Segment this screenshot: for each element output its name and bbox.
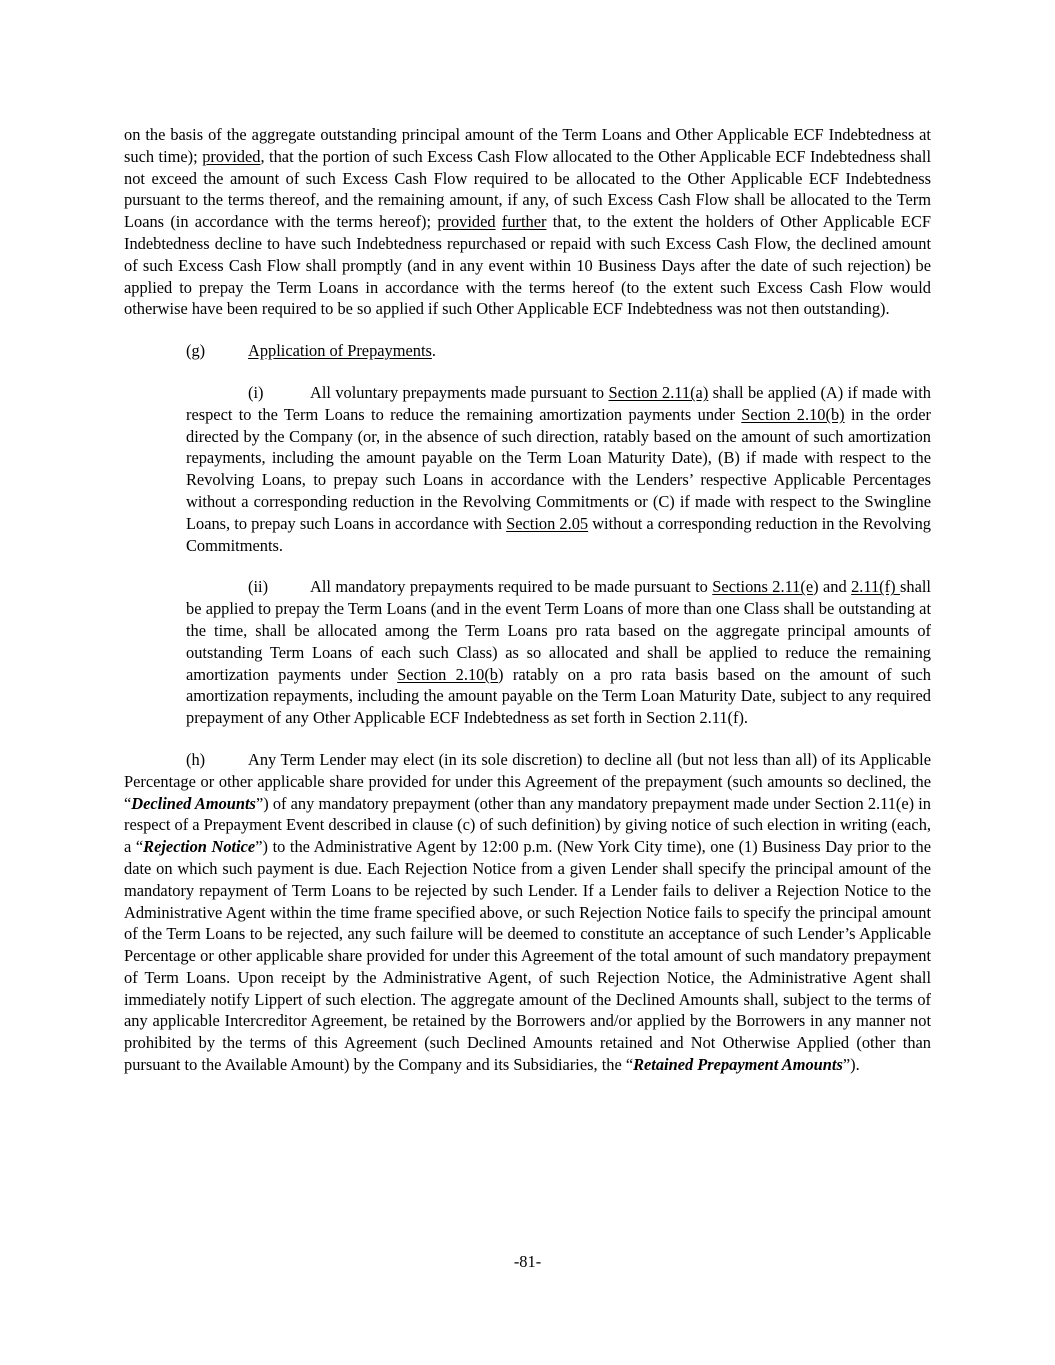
paragraph-text: ”) to the Administrative Agent by 12:00 p.m. (New York City time), one (1) Business Day prior to the date on which such payment is due. Each Rejection Notice from a given Lender shall specify the principal amount of the mandatory repayment of Term Loans to be rejected by such Lender. If a Lender fails to deliver a Rejection Notice to the Administrative Agent within the time frame specified above, or such Rejection Notice fails to specify the principal amount of the Term Loans to be rejected, any such failure will be deemed to constitute an acceptance of such Lender’s Applicable Percentage or other applicable share provided for under this Agreement of the total amount of such mandatory prepayment of Term Loans. Upon receipt by the Administrative Agent, of such Rejection Notice, the Administrative Agent shall immediately notify Lippert of such election. The aggregate amount of the Declined Amounts shall, subject to the terms of any applicable Intercreditor Agreement, be retained by the Borrowers and/or applied by the Borrowers in any manner not prohibited by the terms of this Agreement (such Declined Amounts retained and Not Otherwise Applied (other than pursuant to the Available Amount) by the Company and its Subsidiaries, the “ — [124, 837, 931, 1075]
item-ii-paragraph — [186, 576, 931, 729]
section-label: (h) — [186, 749, 206, 769]
section-reference: Section 2.10(b) — [741, 404, 845, 424]
further-term: further — [501, 212, 547, 232]
section-reference: Sections 2.11(e — [712, 577, 814, 597]
paragraph-text: shall be applied (A) if made with respect to the Term Loans to reduce the remaining amortization payments under — [186, 382, 931, 424]
paragraph-text: without a corresponding reduction in the Revolving Commitments. — [186, 513, 931, 555]
paragraph-text: , that the portion of such Excess Cash Flow allocated to the Other Applicable ECF Indebtedness shall not exceed the amount of such Excess Cash Flow required to be allocated to the Other Applicable ECF Indebtedness pursuant to the terms thereof, and the remaining amount, if any, of such Excess Cash Flow shall be allocated to the Term Loans (in accordance with the terms hereof); — [124, 146, 931, 232]
paragraph-text: Any Term Lender may elect (in its sole discretion) to decline all (but not less than all) of its Applicable Percentage or other applicable share provided for under this Agreement of the prepayment (such amounts so declined, the “ — [124, 749, 931, 813]
section-g-heading — [124, 340, 931, 362]
paragraph-text: ”) of any mandatory prepayment (other than any mandatory prepayment made under Section 2.11(e) in respect of a Prepayment Event described in clause (c) of such definition) by giving notice of such election in writing (each, a “ — [124, 793, 931, 857]
paragraph-text: All mandatory prepayments required to be made pursuant to — [310, 577, 713, 597]
paragraph-text: shall be applied to prepay the Term Loans (and in the event Term Loans of more than one Class shall be outstanding at the time, shall be allocated among the Term Loans pro rata based on the aggregate principal amounts of outstanding Term Loans of each such Class) as so allocated and shall be applied to reduce the remaining amortization payments under — [186, 577, 931, 684]
page-number: -81- — [513, 1252, 542, 1271]
paragraph-text: that, to the extent the holders of Other Applicable ECF Indebtedness decline to have such Indebtedness repurchased or repaid with such Excess Cash Flow, the declined amount of such Excess Cash Flow shall promptly (and in any event within 10 Business Days after the date of such rejection) be applied to prepay the Term Loans in accordance with the terms hereof (to the extent such Excess Cash Flow would otherwise have been required to be so applied if such Other Applicable ECF Indebtedness was not then outstanding). — [124, 212, 931, 319]
paragraph-text: ) and — [813, 577, 852, 597]
item-label: (i) — [248, 382, 264, 402]
paragraph-text: All voluntary prepayments made pursuant to — [310, 382, 609, 402]
provided-term: provided — [437, 212, 496, 232]
section-label: (g) — [186, 341, 206, 361]
paragraph-text: ”). — [842, 1055, 860, 1075]
provided-term: provided — [202, 146, 261, 166]
paragraph-text: ) ratably on a pro rata basis based on the amount of such amortization repayments, including the amount payable on the Term Loan Maturity Date, subject to any required prepayment of any Other Applicable ECF Indebtedness as set forth in Section 2.11(f). — [186, 664, 932, 728]
section-reference: Section 2.11(a) — [608, 382, 709, 402]
item-i-paragraph — [186, 382, 931, 556]
paragraph-text: in the order directed by the Company (or, in the absence of such direction, ratably based on the amount of such amortization repayments, including the amount payable on the Term Loan Maturity Date), (B) if made with respect to the Revolving Loans, to prepay such Loans in accordance with the Lenders’ respective Applicable Percentages without a corresponding reduction in the Revolving Commitments or (C) if made with respect to the Swingline Loans, to prepay such Loans in accordance with — [186, 404, 931, 533]
paragraph-text: on the basis of the aggregate outstanding principal amount of the Term Loans and Other Applicable ECF Indebtedness at such time); — [124, 125, 931, 166]
defined-term: Retained Prepayment Amounts — [633, 1055, 843, 1075]
item-label: (ii) — [248, 577, 269, 597]
paragraph-text: . — [431, 341, 437, 361]
section-reference: 2.11(f) — [851, 577, 901, 597]
defined-term: Declined Amounts — [131, 793, 256, 813]
continuation-paragraph — [124, 124, 931, 320]
section-h-paragraph — [124, 749, 931, 1076]
document-page — [124, 124, 931, 1076]
section-reference: Section 2.05 — [506, 513, 589, 533]
section-reference: Section 2.10(b — [397, 664, 499, 684]
defined-term: Rejection Notice — [143, 837, 256, 857]
section-heading: Application of Prepayments — [248, 341, 432, 361]
